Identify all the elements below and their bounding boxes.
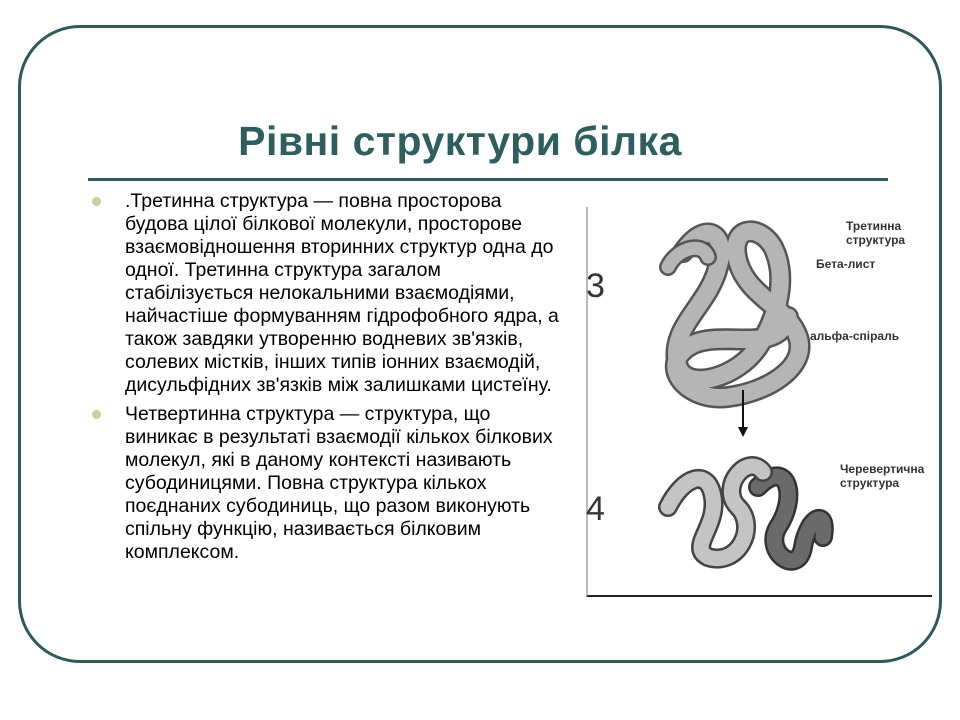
label-beta-sheet: Бета-лист — [816, 257, 876, 271]
slide-title: Рівні структури білка — [238, 118, 682, 164]
bullet-text: .Третинна структура — повна просторова будова цілої білкової молекули, просторове взаємовідношення вторинних структур одна до одної. Третинна структура загалом стабілізується нелокальними взаємодіями, найчастіше формуванням гідрофобного ядра, а також завдяки утворенню водневих зв'язків, солевих містків, інших типів іонних взаємодій, дисульфідних зв'язків між залишками цистеїну. — [125, 190, 559, 396]
bullet-text: Четвертинна структура — структура, що виникає в результаті взаємодії кількох білкових молекул, які в даному контексті називають субодиницями. Повна структура кількох поєднаних субодиниць, що разом виконують спільну функцію, називається білковим комплексом. — [125, 403, 553, 563]
label-4: 4 — [586, 490, 605, 528]
bullet-item-tertiary — [90, 190, 565, 397]
label-tertiary: Третинна структура — [846, 219, 906, 247]
protein-illustration — [588, 207, 932, 595]
bullet-list — [90, 190, 565, 570]
label-alpha-helix: альфа-спіраль — [810, 329, 900, 343]
label-3: 3 — [586, 267, 605, 305]
protein-structure-figure — [586, 207, 932, 597]
label-quaternary: Черевертична структура — [840, 462, 925, 490]
bullet-icon — [92, 197, 101, 206]
quaternary-structure-drawing — [668, 466, 824, 561]
tertiary-structure-drawing — [668, 231, 800, 397]
bullet-item-quaternary — [90, 403, 565, 564]
title-divider — [88, 178, 888, 181]
bullet-icon — [92, 410, 101, 419]
